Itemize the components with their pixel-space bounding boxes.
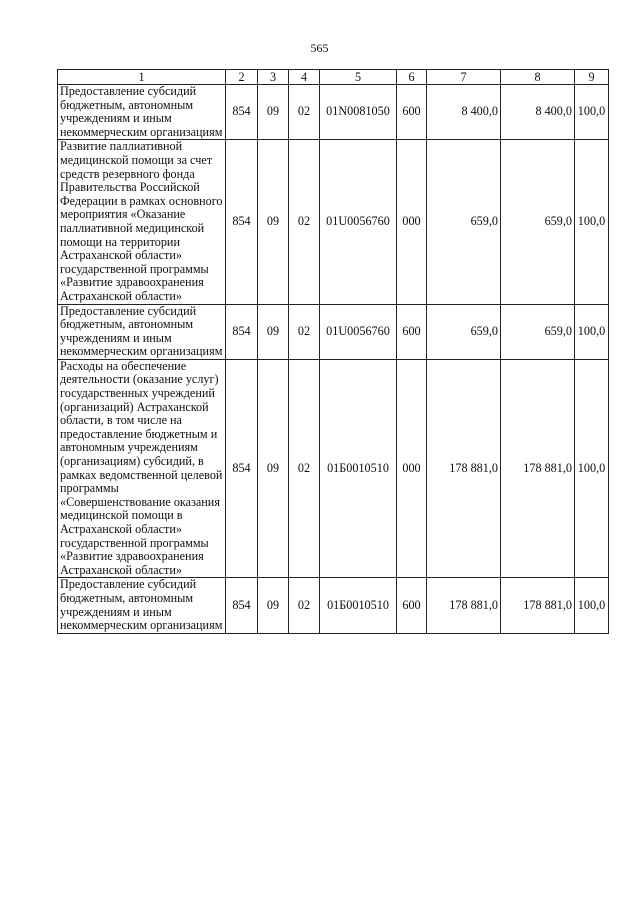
row-section: 09	[258, 578, 289, 633]
header-col-6: 6	[397, 70, 427, 85]
row-subsection: 02	[289, 85, 320, 140]
row-type: 000	[397, 140, 427, 304]
row-ministry: 854	[226, 359, 258, 578]
row-name: Развитие паллиативной медицинской помощи за счет средств резервного фонда Правительства Российской Федерации в рамках основного мероприятия «Оказание паллиативной медицинской помощи на территории Астраханской области» государственной программы «Развитие здравоохранения Астраханской области»	[58, 140, 226, 304]
table-row	[58, 578, 609, 633]
table-row	[58, 85, 609, 140]
table-row	[58, 359, 609, 578]
row-name: Расходы на обеспечение деятельности (оказание услуг) государственных учреждений (организаций) Астраханской области, в том числе на предоставление бюджетным и автономным учреждениям (организациям) субсидий, в рамках ведомственной целевой программы «Совершенствование оказания медицинской помощи в Астраханской области» государственной программы «Развитие здравоохранения Астраханской области»	[58, 359, 226, 578]
page-number: 565	[310, 41, 329, 55]
row-name: Предоставление субсидий бюджетным, автономным учреждениям и иным некоммерческим организациям	[58, 578, 226, 633]
row-name: Предоставление субсидий бюджетным, автономным учреждениям и иным некоммерческим организациям	[58, 304, 226, 359]
row-plan: 659,0	[427, 304, 501, 359]
header-col-1: 1	[58, 70, 226, 85]
header-col-9: 9	[575, 70, 609, 85]
row-target: 01Б0010510	[320, 578, 397, 633]
row-ministry: 854	[226, 85, 258, 140]
header-col-5: 5	[320, 70, 397, 85]
row-type: 000	[397, 359, 427, 578]
header-col-4: 4	[289, 70, 320, 85]
row-section: 09	[258, 304, 289, 359]
row-target: 01N0081050	[320, 85, 397, 140]
row-ministry: 854	[226, 140, 258, 304]
row-actual: 8 400,0	[501, 85, 575, 140]
row-percent: 100,0	[575, 304, 609, 359]
row-target: 01Б0010510	[320, 359, 397, 578]
budget-table	[57, 69, 609, 634]
header-col-2: 2	[226, 70, 258, 85]
row-plan: 659,0	[427, 140, 501, 304]
row-type: 600	[397, 85, 427, 140]
row-percent: 100,0	[575, 85, 609, 140]
header-col-7: 7	[427, 70, 501, 85]
row-actual: 659,0	[501, 140, 575, 304]
header-row	[58, 70, 609, 85]
row-ministry: 854	[226, 304, 258, 359]
row-section: 09	[258, 140, 289, 304]
row-ministry: 854	[226, 578, 258, 633]
row-plan: 178 881,0	[427, 359, 501, 578]
row-plan: 178 881,0	[427, 578, 501, 633]
row-type: 600	[397, 578, 427, 633]
row-actual: 178 881,0	[501, 578, 575, 633]
row-subsection: 02	[289, 359, 320, 578]
row-section: 09	[258, 359, 289, 578]
table-row	[58, 304, 609, 359]
row-target: 01U0056760	[320, 304, 397, 359]
row-actual: 178 881,0	[501, 359, 575, 578]
header-col-3: 3	[258, 70, 289, 85]
row-plan: 8 400,0	[427, 85, 501, 140]
row-target: 01U0056760	[320, 140, 397, 304]
row-subsection: 02	[289, 140, 320, 304]
row-actual: 659,0	[501, 304, 575, 359]
row-subsection: 02	[289, 578, 320, 633]
header-col-8: 8	[501, 70, 575, 85]
row-percent: 100,0	[575, 140, 609, 304]
row-percent: 100,0	[575, 359, 609, 578]
table-row	[58, 140, 609, 304]
row-percent: 100,0	[575, 578, 609, 633]
row-name: Предоставление субсидий бюджетным, автономным учреждениям и иным некоммерческим организациям	[58, 85, 226, 140]
row-section: 09	[258, 85, 289, 140]
row-type: 600	[397, 304, 427, 359]
row-subsection: 02	[289, 304, 320, 359]
